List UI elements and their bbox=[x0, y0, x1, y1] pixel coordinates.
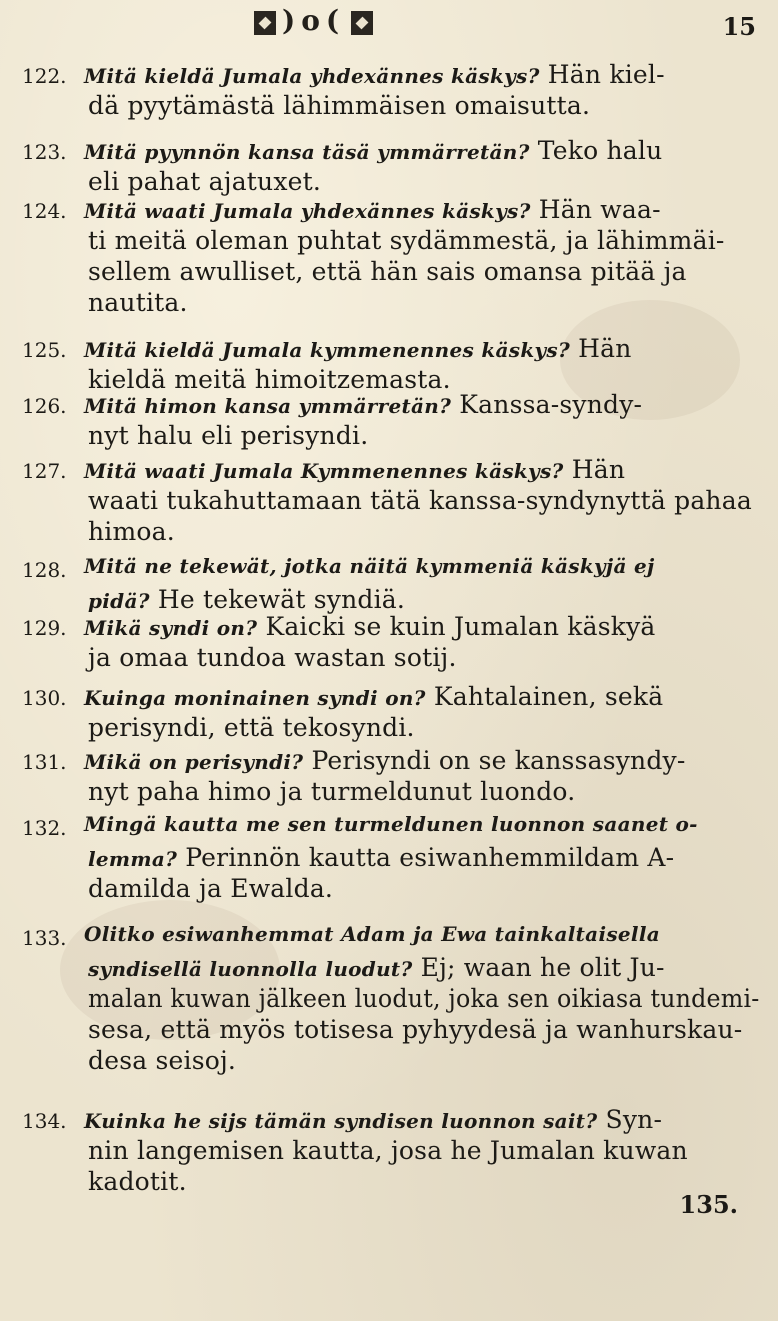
header-ornament bbox=[248, 4, 379, 37]
entry-line bbox=[88, 1169, 187, 1194]
entry-line bbox=[88, 169, 321, 194]
entry-line bbox=[84, 748, 686, 773]
question-text: Mitä ne tekewät, jotka näitä kymmeniä käskyjä ej bbox=[84, 554, 655, 578]
answer-text: sesa, että myös totisesa pyhyydesä ja wanhurskau- bbox=[88, 1015, 743, 1044]
entry-number: 123. bbox=[22, 140, 67, 164]
answer-text: nyt paha himo ja turmeldunut luondo. bbox=[88, 777, 576, 806]
answer-text: ja omaa tundoa wastan sotij. bbox=[88, 643, 457, 672]
entry-line bbox=[88, 1048, 236, 1073]
entry-line bbox=[84, 336, 632, 361]
entry-number: 122. bbox=[22, 64, 67, 88]
entry-line bbox=[84, 62, 665, 87]
entry-line bbox=[88, 779, 575, 804]
entry-number: 130. bbox=[22, 686, 67, 710]
question-text: Mitä waati Jumala yhdexännes käskys? bbox=[84, 199, 531, 223]
answer-text: Ej; waan he olit Ju- bbox=[412, 953, 665, 982]
entry-line bbox=[84, 614, 656, 639]
entry-line bbox=[84, 138, 662, 163]
entry-line bbox=[88, 587, 405, 612]
question-text: Olitko esiwanhemmat Adam ja Ewa tainkaltaisella bbox=[84, 922, 660, 946]
answer-text: eli pahat ajatuxet. bbox=[88, 167, 322, 196]
entry-number: 134. bbox=[22, 1109, 67, 1133]
question-text: Kuinka he sijs tämän syndisen luonnon sait? bbox=[84, 1109, 598, 1133]
answer-text: Perinnön kautta esiwanhemmildam A- bbox=[177, 843, 675, 872]
question-text: Mingä kautta me sen turmeldunen luonnon saanet o- bbox=[84, 812, 698, 836]
answer-text: Syn- bbox=[597, 1105, 663, 1134]
question-text: Mitä kieldä Jumala kymmenennes käskys? bbox=[84, 338, 570, 362]
entry-line bbox=[88, 715, 415, 740]
answer-text: Perisyndi on se kanssasyndy- bbox=[303, 746, 686, 775]
question-text: Mikä on perisyndi? bbox=[84, 750, 304, 774]
entry-line bbox=[84, 197, 661, 222]
answer-text: perisyndi, että tekosyndi. bbox=[88, 713, 415, 742]
entry-line bbox=[88, 1138, 688, 1163]
entry-line bbox=[84, 684, 663, 709]
answer-text: Kahtalainen, sekä bbox=[425, 682, 664, 711]
entry-line bbox=[88, 986, 760, 1011]
entry-line bbox=[88, 290, 188, 315]
ornament-block-icon bbox=[254, 11, 276, 35]
entry-line bbox=[84, 457, 625, 482]
entry-line bbox=[84, 392, 642, 417]
answer-text: He tekewät syndiä. bbox=[149, 585, 406, 614]
answer-text: Hän bbox=[563, 455, 626, 484]
entry-line bbox=[88, 488, 752, 513]
question-text: Mitä himon kansa ymmärretän? bbox=[84, 394, 452, 418]
answer-text: dä pyytämästä lähimmäisen omaisutta. bbox=[88, 91, 591, 120]
page-number: 15 bbox=[722, 12, 756, 41]
entry-line bbox=[88, 876, 333, 901]
page-header bbox=[0, 4, 778, 40]
answer-text: damilda ja Ewalda. bbox=[88, 874, 334, 903]
ornament-text: )o( bbox=[282, 4, 346, 37]
entry-number: 127. bbox=[22, 459, 67, 483]
answer-text: kieldä meitä himoitzemasta. bbox=[88, 365, 451, 394]
answer-text: ti meitä oleman puhtat sydämmestä, ja lähimmäi- bbox=[88, 226, 725, 255]
entry-line bbox=[88, 955, 665, 980]
question-text: Mitä pyynnön kansa täsä ymmärretän? bbox=[84, 140, 530, 164]
entry-line bbox=[88, 1017, 742, 1042]
answer-text: nyt halu eli perisyndi. bbox=[88, 421, 369, 450]
entry-line bbox=[88, 93, 590, 118]
question-text: Kuinga moninainen syndi on? bbox=[84, 686, 426, 710]
catchword: 135. bbox=[679, 1190, 738, 1219]
entry-number: 128. bbox=[22, 558, 67, 582]
entry-line bbox=[84, 1107, 662, 1132]
entry-number: 132. bbox=[22, 816, 67, 840]
answer-text: Teko halu bbox=[529, 136, 663, 165]
question-text: Mitä waati Jumala Kymmenennes käskys? bbox=[84, 459, 564, 483]
answer-text: himoa. bbox=[88, 517, 175, 546]
answer-text: kadotit. bbox=[88, 1167, 187, 1196]
answer-text: Kaicki se kuin Jumalan käskyä bbox=[257, 612, 656, 641]
entry-line bbox=[88, 423, 368, 448]
ornament-block-icon bbox=[351, 11, 373, 35]
answer-text: Hän waa- bbox=[530, 195, 661, 224]
entry-number: 129. bbox=[22, 616, 67, 640]
entry-line bbox=[88, 367, 451, 392]
answer-text: Hän kiel- bbox=[539, 60, 665, 89]
entry-line bbox=[84, 924, 660, 944]
question-text: pidä? bbox=[88, 589, 150, 613]
entry-number: 124. bbox=[22, 199, 67, 223]
answer-text: nautita. bbox=[88, 288, 188, 317]
entry-line bbox=[88, 259, 687, 284]
answer-text: Hän bbox=[569, 334, 632, 363]
question-text: Mikä syndi on? bbox=[84, 616, 258, 640]
entry-line bbox=[88, 519, 175, 544]
entry-number: 133. bbox=[22, 926, 67, 950]
answer-text: malan kuwan jälkeen luodut, joka sen oikiasa tundemi- bbox=[88, 984, 760, 1013]
entry-number: 126. bbox=[22, 394, 67, 418]
entry-line bbox=[84, 556, 655, 576]
answer-text: sellem awulliset, että hän sais omansa pitää ja bbox=[88, 257, 687, 286]
entry-line bbox=[84, 814, 698, 834]
entry-line bbox=[88, 645, 457, 670]
question-text: syndisellä luonnolla luodut? bbox=[88, 957, 413, 981]
question-text: lemma? bbox=[88, 847, 178, 871]
answer-text: nin langemisen kautta, josa he Jumalan kuwan bbox=[88, 1136, 688, 1165]
answer-text: waati tukahuttamaan tätä kanssa-syndynyttä pahaa bbox=[88, 486, 752, 515]
answer-text: Kanssa-syndy- bbox=[451, 390, 643, 419]
entry-line bbox=[88, 845, 674, 870]
entry-line bbox=[88, 228, 725, 253]
entry-number: 131. bbox=[22, 750, 67, 774]
answer-text: desa seisoj. bbox=[88, 1046, 237, 1075]
entry-number: 125. bbox=[22, 338, 67, 362]
question-text: Mitä kieldä Jumala yhdexännes käskys? bbox=[84, 64, 540, 88]
